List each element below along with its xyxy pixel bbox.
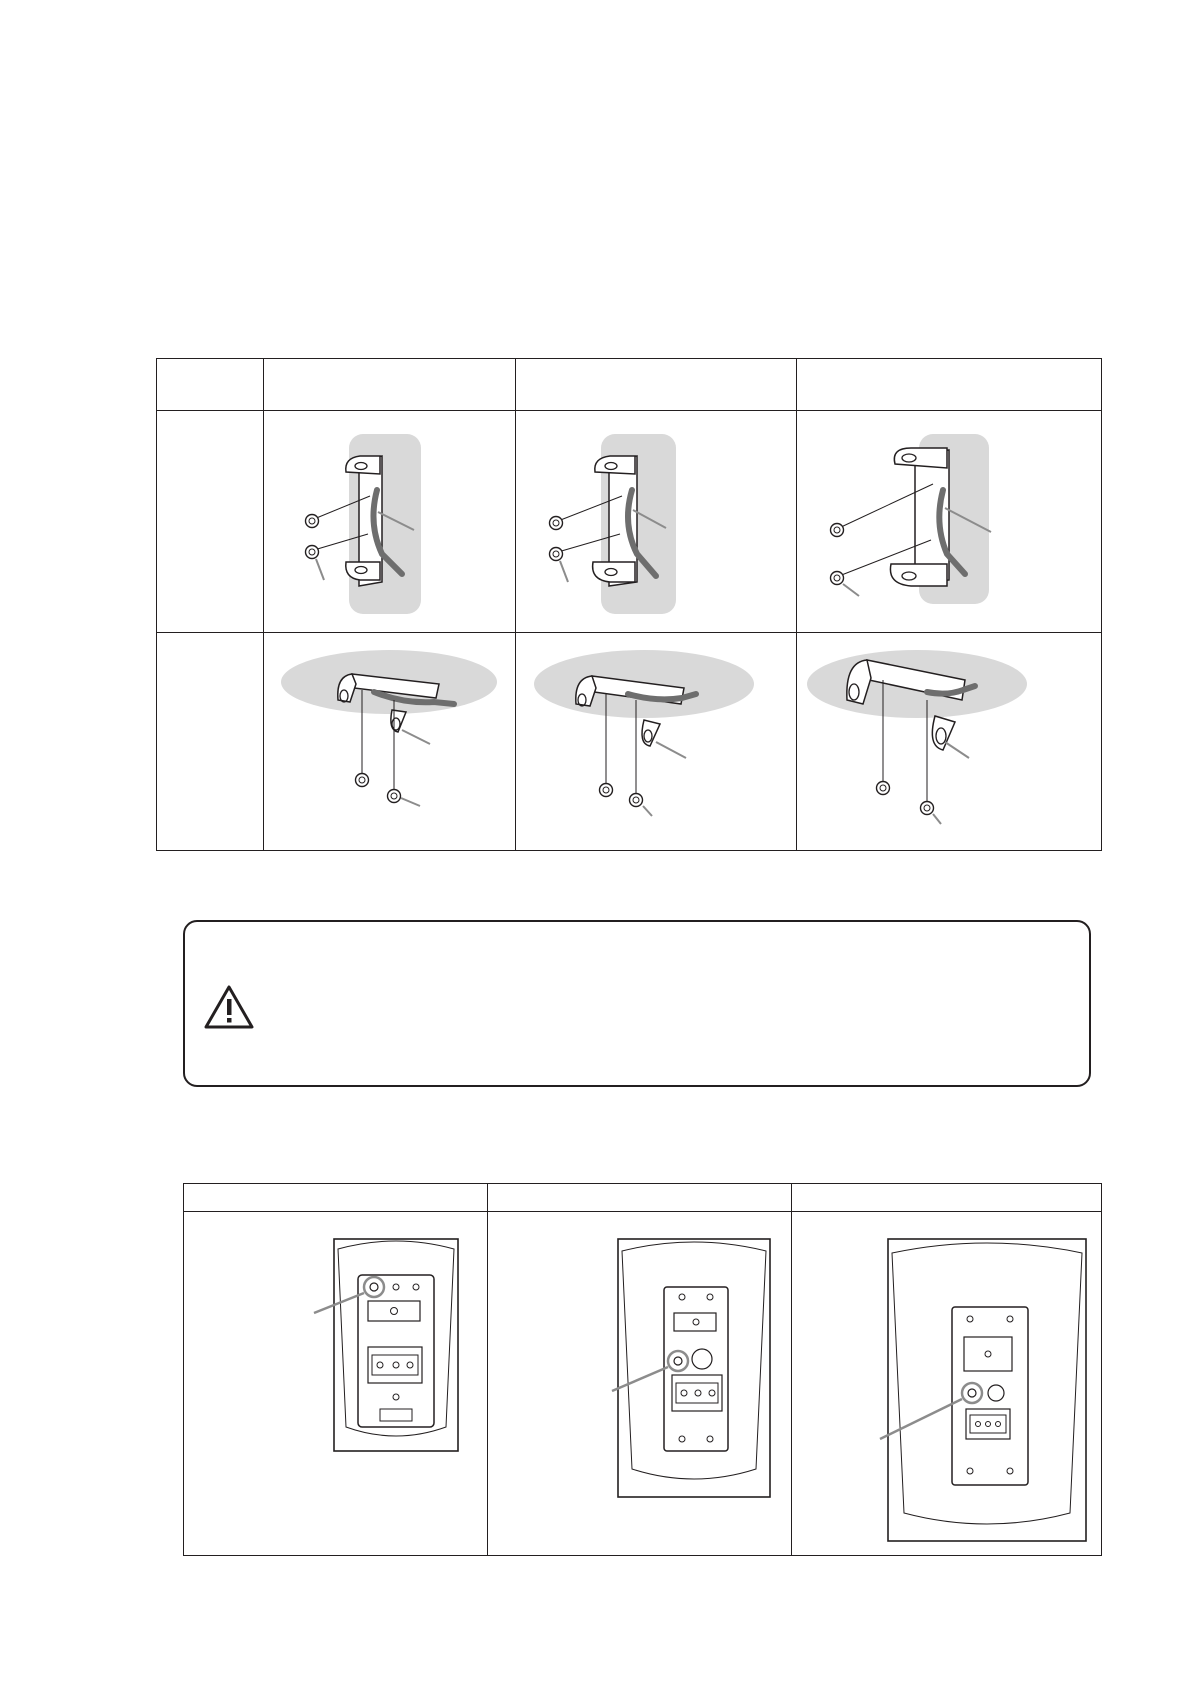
terminal-panel-large-figure: [792, 1212, 1102, 1556]
wall-mount-small-figure: [264, 411, 516, 633]
terminal-panel-small-figure: [184, 1212, 488, 1556]
ceiling-mount-medium-figure: [516, 633, 797, 851]
mounting-header-medium: [516, 359, 797, 411]
ceiling-mount-small-figure: [264, 633, 516, 851]
terminal-header-large: [792, 1184, 1102, 1212]
mounting-header-small: [264, 359, 516, 411]
row-label-wall: [157, 411, 264, 633]
mounting-table-corner: [157, 359, 264, 411]
terminal-header-small: [184, 1184, 488, 1212]
terminal-panel-medium-figure: [488, 1212, 792, 1556]
mounting-header-large: [797, 359, 1102, 411]
wall-mount-large-figure: [797, 411, 1102, 633]
mounting-table: [156, 358, 1102, 851]
row-label-ceiling: [157, 633, 264, 851]
ceiling-mount-large-figure: [797, 633, 1102, 851]
terminal-header-medium: [488, 1184, 792, 1212]
caution-box: [183, 920, 1091, 1087]
wall-mount-medium-figure: [516, 411, 797, 633]
warning-triangle-icon: [203, 984, 255, 1030]
terminal-table: [183, 1183, 1102, 1556]
